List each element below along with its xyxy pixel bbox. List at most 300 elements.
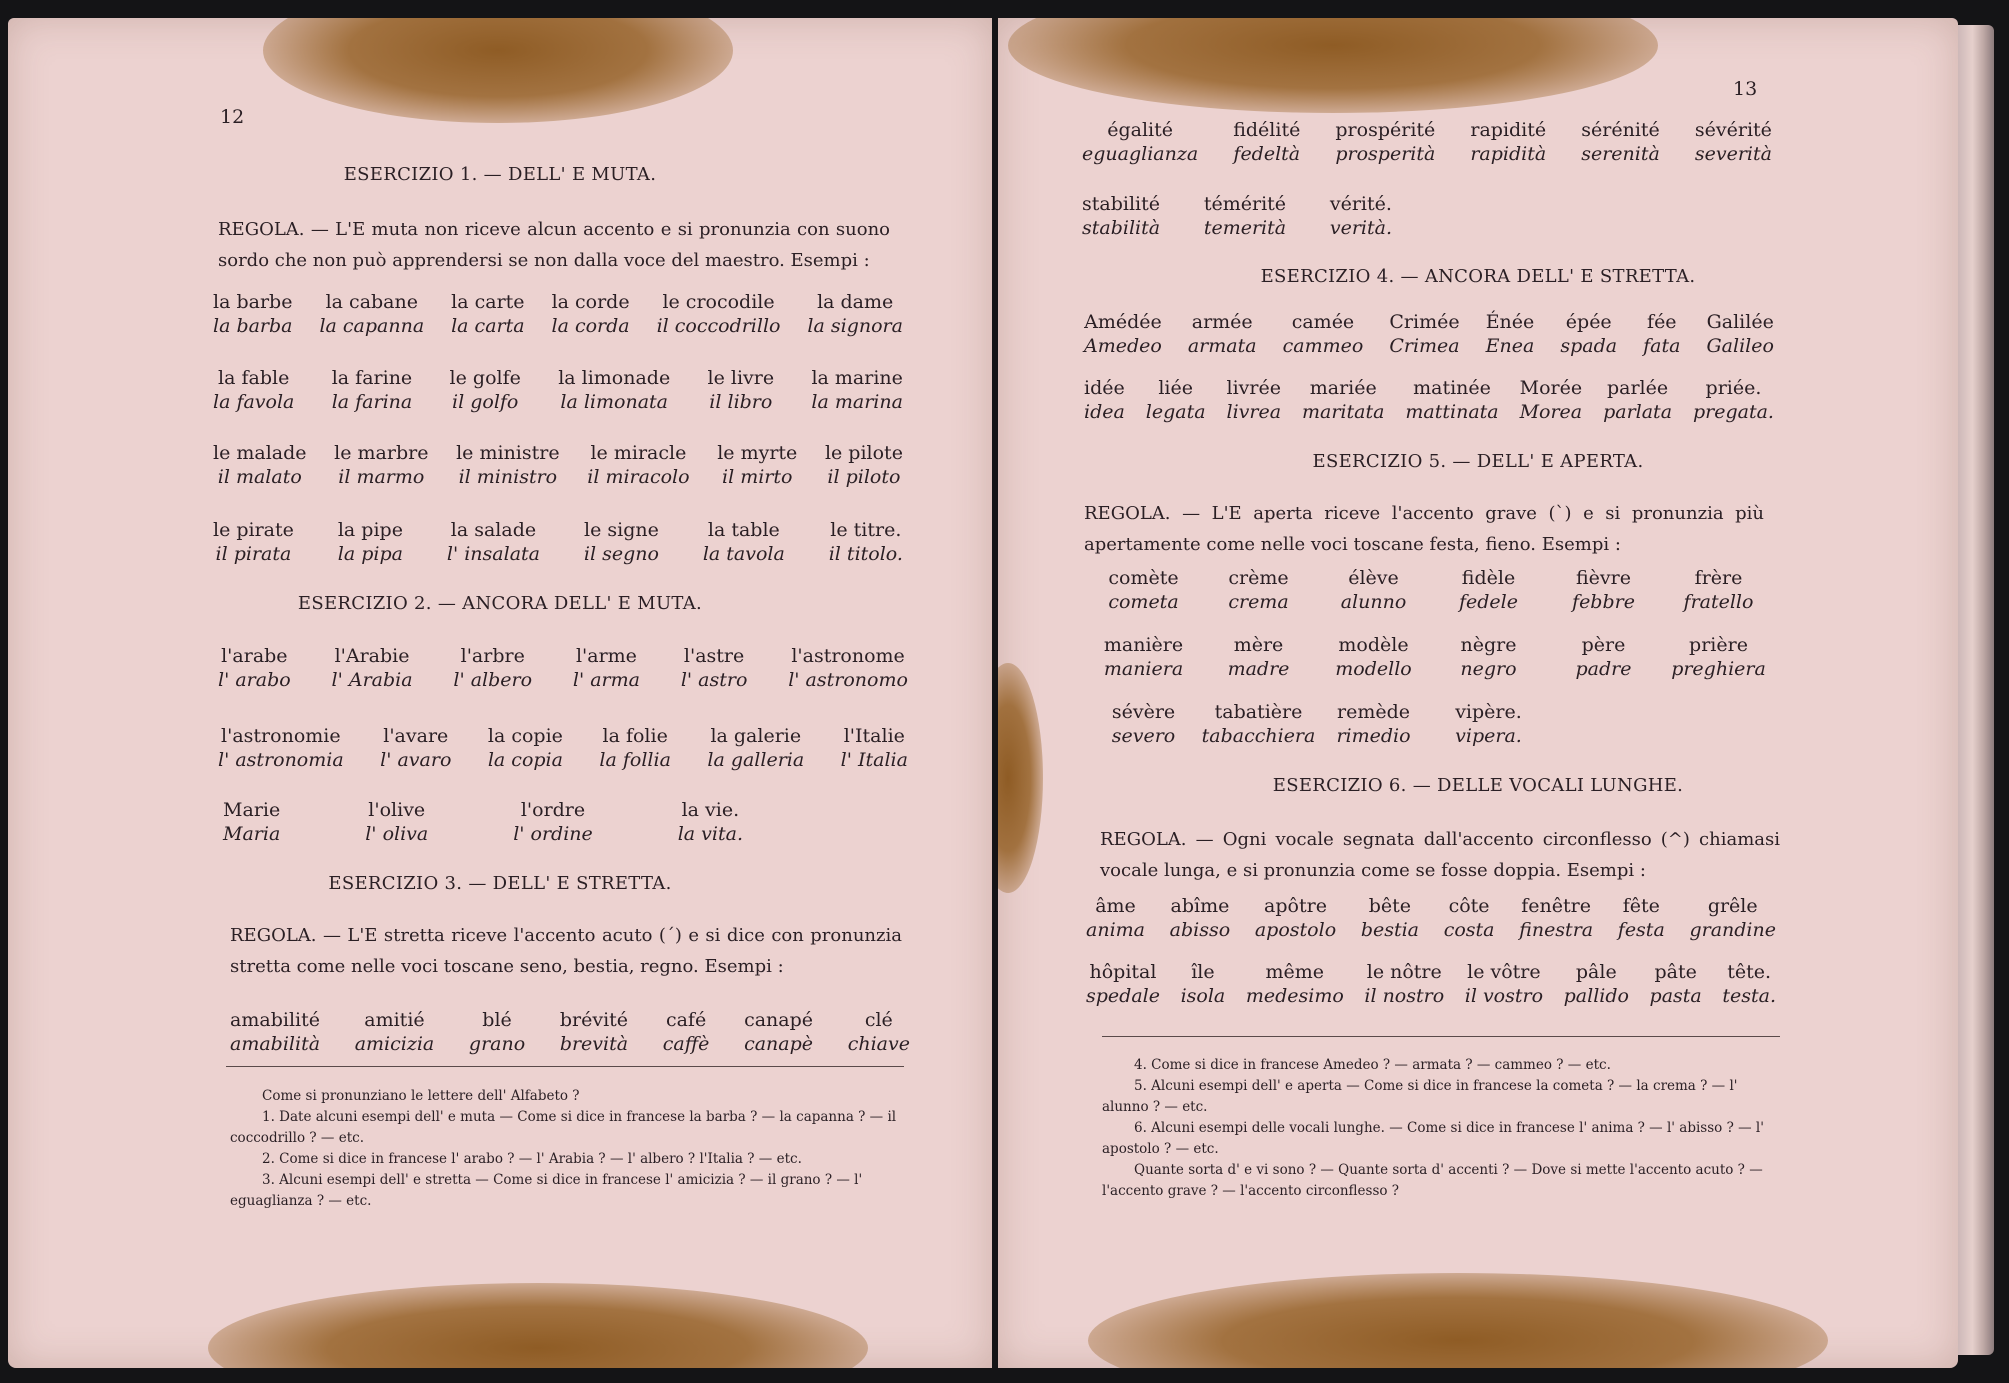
word-row xyxy=(223,798,743,846)
word-pair xyxy=(453,644,532,692)
french-word: Marie xyxy=(223,799,281,821)
page-number: 13 xyxy=(1733,78,1758,100)
french-word: fée xyxy=(1647,311,1677,333)
italian-word: la galleria xyxy=(707,749,805,771)
french-word: le myrte xyxy=(717,442,798,464)
italian-word: fratello xyxy=(1683,591,1754,613)
french-word: livrée xyxy=(1226,377,1281,399)
french-word: la cabane xyxy=(325,291,418,313)
french-word: Énée xyxy=(1485,311,1535,333)
word-pair xyxy=(681,644,748,692)
italian-word: l' astronomo xyxy=(788,669,908,691)
word-pair xyxy=(1086,894,1145,942)
footnote: Come si pronunziano le lettere dell' Alfabeto ? xyxy=(262,1088,580,1104)
word-pair xyxy=(1316,700,1431,748)
word-pair xyxy=(560,1008,628,1056)
italian-word: festa xyxy=(1617,919,1665,941)
page-edges xyxy=(1958,25,1994,1355)
italian-word: il golfo xyxy=(452,391,519,413)
french-word: sévère xyxy=(1111,701,1176,723)
french-word: le signe xyxy=(584,519,659,541)
word-pair xyxy=(657,290,781,338)
word-pair xyxy=(1693,376,1774,424)
word-pair xyxy=(332,644,413,692)
italian-word: Enea xyxy=(1485,335,1535,357)
footnotes xyxy=(1102,1055,1780,1202)
word-pair xyxy=(1722,960,1776,1008)
word-pair xyxy=(1204,192,1286,240)
french-word: le pilote xyxy=(824,442,903,464)
italian-word: il nostro xyxy=(1364,985,1445,1007)
italian-word: la signora xyxy=(807,315,903,337)
italian-word: alunno xyxy=(1340,591,1407,613)
italian-word: l' arma xyxy=(572,669,640,691)
italian-word: febbre xyxy=(1572,591,1635,613)
italian-word: la follia xyxy=(599,749,671,771)
italian-word: negro xyxy=(1460,658,1517,680)
word-pair xyxy=(218,724,344,772)
word-pair xyxy=(469,1008,525,1056)
italian-word: spedale xyxy=(1086,985,1160,1007)
french-word: rapidité xyxy=(1470,119,1547,141)
italian-word: il vostro xyxy=(1464,985,1544,1007)
italian-word: fata xyxy=(1643,335,1681,357)
french-word: île xyxy=(1191,961,1215,983)
word-row xyxy=(218,724,908,772)
italian-word: il libro xyxy=(709,391,773,413)
italian-word: cammeo xyxy=(1282,335,1364,357)
italian-word: il ministro xyxy=(458,466,558,488)
french-word: témérité xyxy=(1203,193,1287,215)
word-pair xyxy=(1086,566,1201,614)
french-word: égalité xyxy=(1107,119,1173,141)
footnote: 2. Come si dice in francese l' arabo ? — l' Arabia ? — l' albero ? l'Italia ? — etc. xyxy=(262,1151,802,1167)
french-word: sévérité xyxy=(1694,119,1772,141)
italian-word: la carta xyxy=(451,315,525,337)
word-pair xyxy=(573,644,640,692)
french-word: crème xyxy=(1228,567,1289,589)
french-word: pâle xyxy=(1575,961,1617,983)
italian-word: amicizia xyxy=(354,1033,435,1055)
italian-word: madre xyxy=(1227,658,1290,680)
word-pair xyxy=(678,798,743,846)
italian-word: cometa xyxy=(1108,591,1179,613)
french-word: grêle xyxy=(1707,895,1758,917)
word-pair xyxy=(703,518,785,566)
exercise-1-rule: REGOLA. — L'E muta non riceve alcun accento e si pronunzia con suono sordo che non può apprendersi se non dalla voce del maestro. Esempi : xyxy=(218,219,890,271)
french-word: la marine xyxy=(811,367,903,389)
italian-word: il malato xyxy=(217,466,302,488)
word-pair xyxy=(1086,700,1201,748)
word-pair xyxy=(841,724,908,772)
italian-word: l' astronomia xyxy=(218,749,344,771)
french-word: la farine xyxy=(331,367,413,389)
french-word: l'ordre xyxy=(520,799,586,821)
word-pair xyxy=(1084,376,1125,424)
word-pair xyxy=(1188,310,1257,358)
french-word: le marbre xyxy=(334,442,429,464)
exercise-3-heading: ESERCIZIO 3. — DELL' E STRETTA. xyxy=(328,873,672,894)
french-word: la table xyxy=(707,519,780,541)
french-word: prière xyxy=(1689,634,1748,656)
word-pair xyxy=(1082,118,1198,166)
italian-word: serenità xyxy=(1581,143,1660,165)
italian-word: la limonata xyxy=(560,391,668,413)
french-word: le ministre xyxy=(456,442,560,464)
french-word: sérénité xyxy=(1581,119,1660,141)
french-word: fidèle xyxy=(1461,567,1516,589)
french-word: le miracle xyxy=(590,442,687,464)
word-pair xyxy=(1643,310,1680,358)
word-pair xyxy=(1661,566,1776,614)
italian-word: fedele xyxy=(1458,591,1518,613)
italian-word: bestia xyxy=(1360,919,1420,941)
word-pair xyxy=(1201,700,1316,748)
word-pair xyxy=(218,644,291,692)
word-pair xyxy=(1465,960,1543,1008)
french-word: remède xyxy=(1337,701,1410,723)
italian-word: il mirto xyxy=(722,466,793,488)
italian-word: rapidità xyxy=(1470,143,1547,165)
word-pair xyxy=(707,724,804,772)
italian-word: vipera. xyxy=(1455,725,1522,747)
french-word: comète xyxy=(1108,567,1179,589)
italian-word: pregata. xyxy=(1692,401,1774,423)
italian-word: padre xyxy=(1575,658,1632,680)
italian-word: l' arabo xyxy=(218,669,291,691)
word-pair xyxy=(1255,894,1336,942)
italian-word: la vita. xyxy=(677,823,743,845)
italian-word: il miracolo xyxy=(587,466,690,488)
french-word: Crimée xyxy=(1389,311,1460,333)
french-word: manière xyxy=(1103,634,1184,656)
italian-word: Galileo xyxy=(1706,335,1774,357)
word-pair xyxy=(1335,118,1435,166)
word-pair xyxy=(213,290,293,338)
italian-word: il coccodrillo xyxy=(656,315,781,337)
word-row xyxy=(1086,700,1776,748)
french-word: camée xyxy=(1291,311,1355,333)
italian-word: il piloto xyxy=(827,466,901,488)
italian-word: l' insalata xyxy=(446,543,540,565)
footnote: Quante sorta d' e vi sono ? — Quante sorta d' accenti ? — Dove si mette l'accento acuto ? — l'accento grave ? — l'accento circonflesso ? xyxy=(1102,1162,1763,1199)
word-pair xyxy=(1689,894,1776,942)
french-word: modèle xyxy=(1338,634,1409,656)
french-word: fenêtre xyxy=(1521,895,1591,917)
footnotes xyxy=(230,1086,902,1212)
word-pair xyxy=(1405,376,1498,424)
italian-word: finestra xyxy=(1519,919,1594,941)
water-stain-bottom xyxy=(208,1283,868,1368)
word-row xyxy=(218,644,908,692)
italian-word: grano xyxy=(468,1033,526,1055)
french-word: père xyxy=(1581,634,1626,656)
footnote: 3. Alcuni esempi dell' e stretta — Come si dice in francese l' amicizia ? — il grano ? — l' eguaglianza ? — etc. xyxy=(230,1172,863,1209)
italian-word: la favola xyxy=(213,391,295,413)
word-pair xyxy=(213,518,294,566)
word-pair xyxy=(213,366,294,414)
french-word: la galerie xyxy=(710,725,802,747)
french-word: fidélité xyxy=(1233,119,1301,141)
exercise-3-rule: REGOLA. — L'E stretta riceve l'accento acuto (´) e si dice con pronunzia stretta come nelle voci toscane seno, bestia, regno. Esempi : xyxy=(230,925,902,977)
word-row xyxy=(1084,376,1774,424)
word-pair xyxy=(1564,960,1629,1008)
word-pair xyxy=(1146,376,1206,424)
french-word: la carte xyxy=(451,291,525,313)
italian-word: idea xyxy=(1084,401,1125,423)
french-word: l'astronome xyxy=(791,645,905,667)
italian-word: fedeltà xyxy=(1233,143,1301,165)
italian-word: la barba xyxy=(213,315,293,337)
french-word: prospérité xyxy=(1335,119,1436,141)
word-pair xyxy=(1084,310,1162,358)
word-pair xyxy=(811,366,903,414)
word-pair xyxy=(584,518,659,566)
word-pair xyxy=(825,441,903,489)
word-pair xyxy=(1233,118,1300,166)
french-word: armée xyxy=(1191,311,1253,333)
word-pair xyxy=(1086,633,1201,681)
french-word: Morée xyxy=(1519,377,1583,399)
word-row xyxy=(1084,310,1774,358)
word-pair xyxy=(447,518,540,566)
word-pair xyxy=(380,724,451,772)
italian-word: la farina xyxy=(331,391,413,413)
water-stain-top xyxy=(263,18,733,123)
word-pair xyxy=(1330,192,1392,240)
italian-word: maniera xyxy=(1103,658,1184,680)
french-word: bête xyxy=(1368,895,1412,917)
word-pair xyxy=(1082,192,1160,240)
italian-word: amabilità xyxy=(230,1033,321,1055)
footnote: 6. Alcuni esempi delle vocali lunghe. — Come si dice in francese l' anima ? — l' abisso ? — l' apostolo ? — etc. xyxy=(1102,1120,1764,1157)
french-word: la corde xyxy=(551,291,630,313)
french-word: le crocodile xyxy=(662,291,775,313)
water-stain-bottom xyxy=(1088,1273,1828,1368)
word-pair xyxy=(717,441,797,489)
italian-word: medesimo xyxy=(1245,985,1344,1007)
italian-word: la copia xyxy=(487,749,563,771)
french-word: la folie xyxy=(602,725,668,747)
french-word: le malade xyxy=(213,442,307,464)
water-stain-top xyxy=(1008,18,1658,113)
french-word: blé xyxy=(482,1009,512,1031)
french-word: le titre. xyxy=(830,519,902,541)
french-word: fièvre xyxy=(1576,567,1631,589)
italian-word: brevità xyxy=(559,1033,629,1055)
italian-word: chiave xyxy=(847,1033,910,1055)
word-pair xyxy=(1431,633,1546,681)
italian-word: mattinata xyxy=(1405,401,1499,423)
italian-word: prosperità xyxy=(1335,143,1436,165)
word-pair xyxy=(1444,894,1495,942)
french-word: l'olive xyxy=(368,799,426,821)
french-word: apôtre xyxy=(1264,895,1327,917)
word-pair xyxy=(1603,376,1672,424)
word-pair xyxy=(334,441,428,489)
italian-word: l' oliva xyxy=(365,823,429,845)
italian-word: l' ordine xyxy=(513,823,593,845)
italian-word: caffè xyxy=(662,1033,710,1055)
italian-word: l' albero xyxy=(453,669,533,691)
word-pair xyxy=(807,290,903,338)
exercise-2-heading: ESERCIZIO 2. — ANCORA DELL' E MUTA. xyxy=(297,593,703,614)
footnote: 5. Alcuni esempi dell' e aperta — Come si dice in francese la cometa ? — la crema ? — l' alunno ? — etc. xyxy=(1102,1078,1738,1115)
word-pair xyxy=(450,366,521,414)
word-pair xyxy=(223,798,280,846)
word-pair xyxy=(1227,376,1282,424)
french-word: parlée xyxy=(1606,377,1669,399)
word-pair xyxy=(587,441,689,489)
word-row xyxy=(1086,566,1776,614)
italian-word: la capanna xyxy=(319,315,425,337)
word-pair xyxy=(829,518,903,566)
italian-word: canapè xyxy=(744,1033,814,1055)
word-pair xyxy=(451,290,524,338)
french-word: l'Italie xyxy=(843,725,905,747)
word-pair xyxy=(1086,960,1160,1008)
french-word: le vôtre xyxy=(1467,961,1541,983)
italian-word: tabacchiera xyxy=(1201,725,1316,747)
french-word: le livre xyxy=(707,367,775,389)
word-pair xyxy=(1181,960,1226,1008)
word-pair xyxy=(663,1008,710,1056)
french-word: vérité. xyxy=(1329,193,1392,215)
french-word: priée. xyxy=(1705,377,1762,399)
word-row xyxy=(1082,118,1772,166)
french-word: même xyxy=(1265,961,1325,983)
exercise-6-heading: ESERCIZIO 6. — DELLE VOCALI LUNGHE. xyxy=(1272,775,1684,796)
french-word: l'astronomie xyxy=(221,725,341,747)
french-word: mère xyxy=(1233,634,1284,656)
french-word: abîme xyxy=(1170,895,1230,917)
french-word: frère xyxy=(1694,567,1743,589)
exercise-5-heading: ESERCIZIO 5. — DELL' E APERTA. xyxy=(1312,451,1644,472)
word-row xyxy=(1086,633,1776,681)
italian-word: la marina xyxy=(811,391,903,413)
french-word: café xyxy=(665,1009,707,1031)
italian-word: crema xyxy=(1228,591,1289,613)
page-number: 12 xyxy=(220,106,245,128)
italian-word: eguaglianza xyxy=(1082,143,1199,165)
italian-word: preghiera xyxy=(1671,658,1766,680)
italian-word: armata xyxy=(1187,335,1257,357)
italian-word: Morea xyxy=(1519,401,1583,423)
italian-word: pallido xyxy=(1563,985,1629,1007)
french-word: l'Arabie xyxy=(334,645,410,667)
word-pair xyxy=(1431,700,1546,748)
word-pair xyxy=(338,518,403,566)
word-pair xyxy=(1389,310,1459,358)
french-word: liée xyxy=(1158,377,1193,399)
word-pair xyxy=(1283,310,1364,358)
french-word: la copie xyxy=(487,725,563,747)
exercise-4-heading: ESERCIZIO 4. — ANCORA DELL' E STRETTA. xyxy=(1260,266,1696,287)
french-word: la fable xyxy=(218,367,290,389)
word-pair xyxy=(332,366,413,414)
french-word: pâte xyxy=(1654,961,1697,983)
italian-word: la corda xyxy=(551,315,630,337)
french-word: tête. xyxy=(1727,961,1772,983)
word-pair xyxy=(355,1008,435,1056)
word-pair xyxy=(1560,310,1617,358)
french-word: épée xyxy=(1565,311,1612,333)
italian-word: grandine xyxy=(1689,919,1776,941)
french-word: brévité xyxy=(559,1009,629,1031)
italian-word: maritata xyxy=(1302,401,1385,423)
italian-word: apostolo xyxy=(1254,919,1337,941)
footnote-divider xyxy=(226,1066,904,1067)
footnote: 4. Come si dice in francese Amedeo ? — armata ? — cammeo ? — etc. xyxy=(1134,1057,1611,1073)
italian-word: il segno xyxy=(583,543,659,565)
french-word: l'arabe xyxy=(221,645,288,667)
word-pair xyxy=(456,441,559,489)
word-pair xyxy=(1486,310,1535,358)
italian-word: stabilità xyxy=(1082,217,1161,239)
word-row xyxy=(213,366,903,414)
word-pair xyxy=(1661,633,1776,681)
word-pair xyxy=(319,290,424,338)
french-word: mariée xyxy=(1309,377,1377,399)
word-pair xyxy=(1618,894,1665,942)
italian-word: severità xyxy=(1694,143,1772,165)
french-word: stabilité xyxy=(1082,193,1161,215)
french-word: la vie. xyxy=(681,799,740,821)
italian-word: il titolo. xyxy=(828,543,903,565)
word-pair xyxy=(1546,566,1661,614)
french-word: le pirate xyxy=(213,519,294,541)
word-pair xyxy=(1361,894,1419,942)
exercise-6-rule: REGOLA. — Ogni vocale segnata dall'accento circonflesso (^) chiamasi vocale lunga, e si pronunzia come se fosse doppia. Esempi : xyxy=(1100,829,1780,881)
word-pair xyxy=(1546,633,1661,681)
word-pair xyxy=(1201,566,1316,614)
italian-word: l' avaro xyxy=(380,749,452,771)
italian-word: il marmo xyxy=(338,466,425,488)
french-word: la barbe xyxy=(213,291,293,313)
french-word: fête xyxy=(1622,895,1660,917)
french-word: l'astre xyxy=(683,645,745,667)
word-pair xyxy=(1246,960,1344,1008)
word-row xyxy=(213,441,903,489)
word-pair xyxy=(1316,633,1431,681)
word-pair xyxy=(1364,960,1444,1008)
italian-word: Amedeo xyxy=(1084,335,1162,357)
french-word: amabilité xyxy=(230,1009,320,1031)
italian-word: Maria xyxy=(223,823,281,845)
french-word: la pipe xyxy=(337,519,403,541)
italian-word: rimedio xyxy=(1336,725,1411,747)
french-word: l'arme xyxy=(575,645,637,667)
word-pair xyxy=(1520,376,1583,424)
french-word: Galilée xyxy=(1706,311,1774,333)
italian-word: l' astro xyxy=(680,669,748,691)
left-page xyxy=(8,18,992,1368)
italian-word: abisso xyxy=(1169,919,1231,941)
word-pair xyxy=(708,366,775,414)
word-pair xyxy=(513,798,593,846)
italian-word: livrea xyxy=(1226,401,1282,423)
french-word: la limonade xyxy=(558,367,671,389)
italian-word: pasta xyxy=(1649,985,1702,1007)
french-word: Amédée xyxy=(1084,311,1162,333)
word-pair xyxy=(552,290,630,338)
french-word: hôpital xyxy=(1089,961,1157,983)
word-pair xyxy=(1170,894,1231,942)
italian-word: la tavola xyxy=(702,543,785,565)
footnote: 1. Date alcuni esempi dell' e muta — Come si dice in francese la barba ? — la capanna ? — il coccodrillo ? — etc. xyxy=(230,1109,897,1146)
italian-word: modello xyxy=(1335,658,1412,680)
italian-word: il pirata xyxy=(215,543,292,565)
